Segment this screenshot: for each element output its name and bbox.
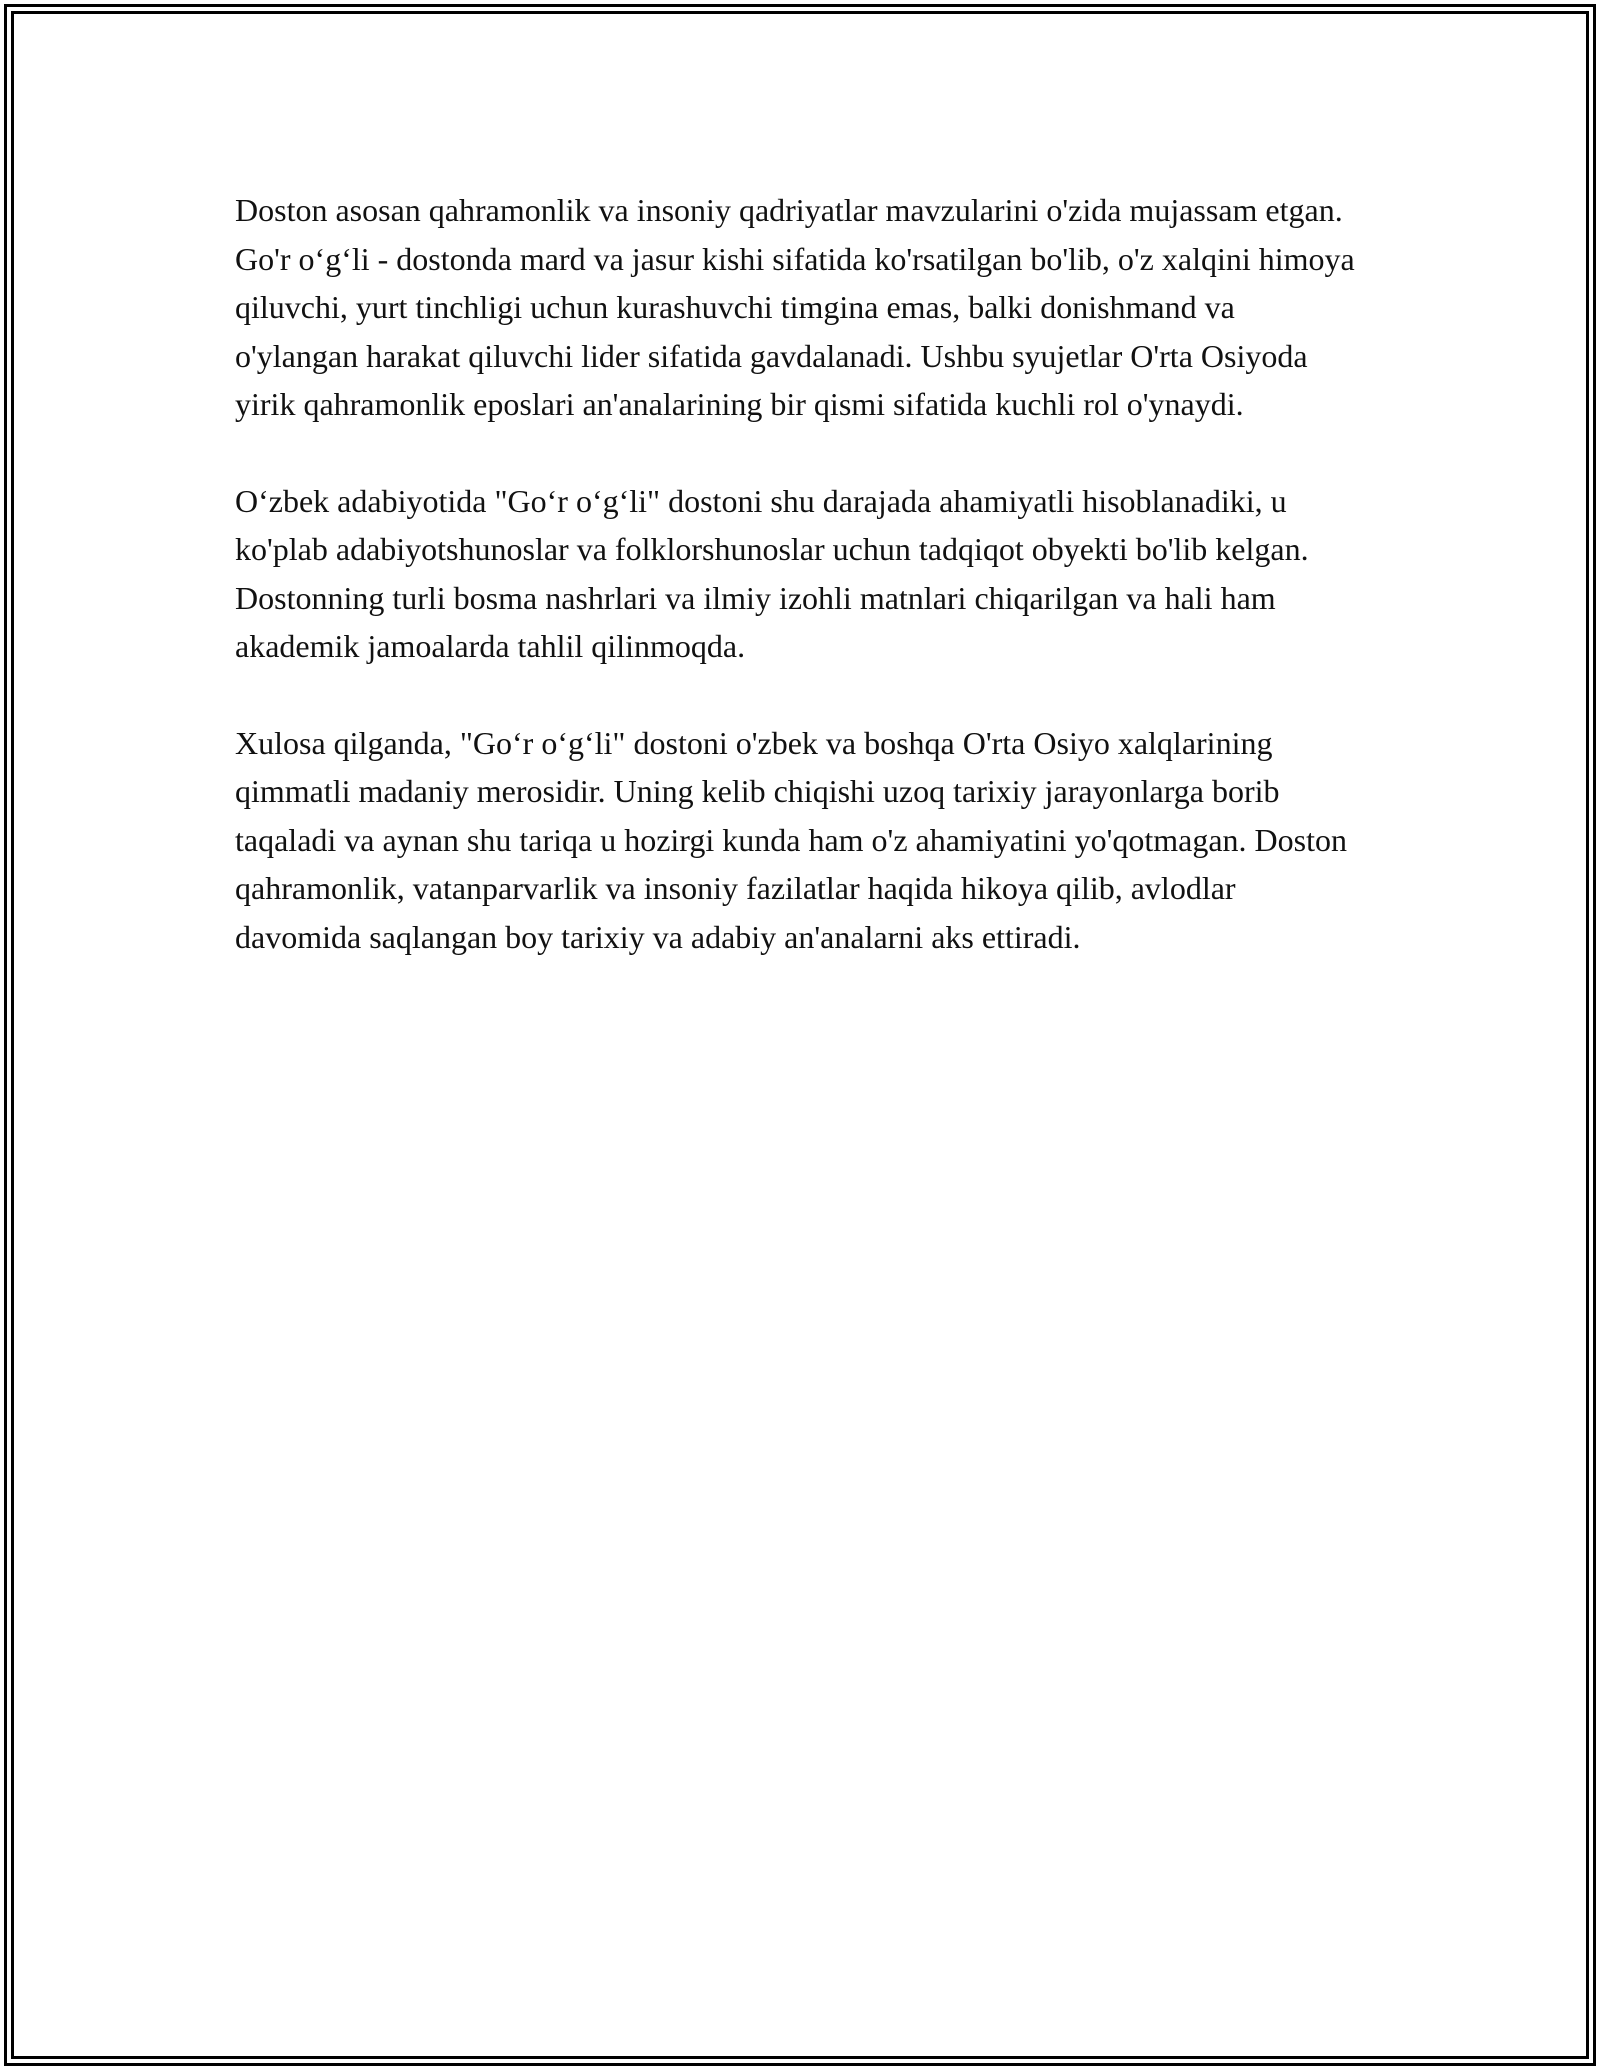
- paragraph-1: Doston asosan qahramonlik va insoniy qadriyatlar mavzularini o'zida mujassam etgan. Go'r o‘g‘li - dostonda mard va jasur kishi sifatida ko'rsatilgan bo'lib, o'z xalqini himoya qiluvchi, yurt tinchligi uchun kurashuvchi timgina emas, balki donishmand va o'ylangan harakat qiluvchi lider sifatida gavdalanadi. Ushbu syujetlar O'rta Osiyoda yirik qahramonlik eposlari an'analarining bir qismi sifatida kuchli rol o'ynaydi.: [235, 192, 1355, 422]
- paragraph-2: O‘zbek adabiyotida "Go‘r o‘g‘li" dostoni shu darajada ahamiyatli hisoblanadiki, u ko'plab adabiyotshunoslar va folklorshunoslar uchun tadqiqot obyekti bo'lib kelgan. Dostonning turli bosma nashrlari va ilmiy izohli matnlari chiqarilgan va hali ham akademik jamoalarda tahlil qilinmoqda.: [235, 482, 1309, 664]
- document-body: [235, 186, 1365, 1009]
- paragraph-3: Xulosa qilganda, "Go‘r o‘g‘li" dostoni o'zbek va boshqa O'rta Osiyo xalqlarining qimmatli madaniy merosidir. Uning kelib chiqishi uzoq tarixiy jarayonlarga borib taqaladi va aynan shu tariqa u hozirgi kunda ham o'z ahamiyatini yo'qotmagan. Doston qahramonlik, vatanparvarlik va insoniy fazilatlar haqida hikoya qilib, avlodlar davomida saqlangan boy tarixiy va adabiy an'analarni aks ettiradi.: [235, 724, 1347, 955]
